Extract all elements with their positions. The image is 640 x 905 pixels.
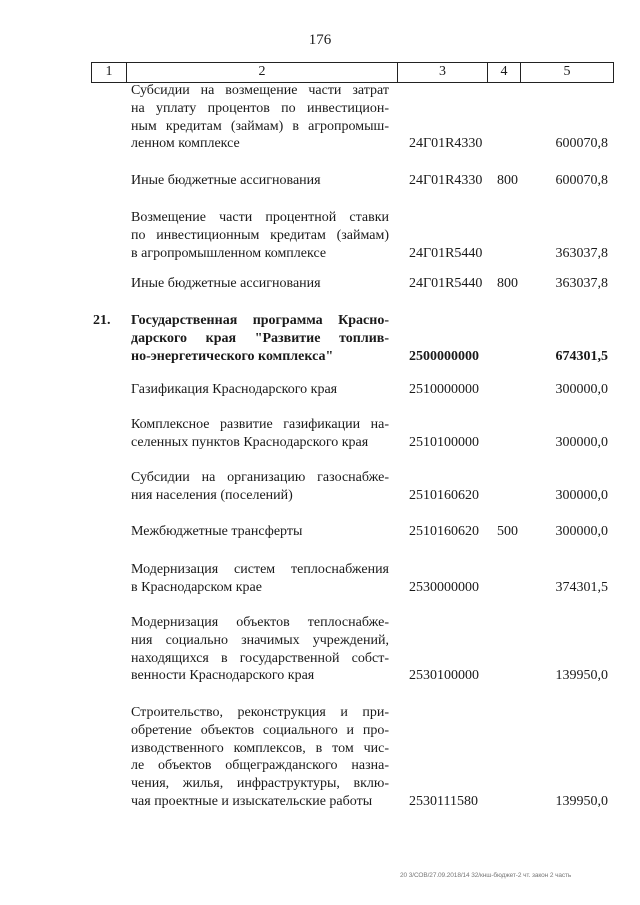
column-header-5: 5 [521,63,614,82]
row-code: 24Г01R5440 [409,276,483,291]
row-name [131,381,389,399]
row-code: 2530000000 [409,579,479,595]
row-name [131,275,389,293]
row-code: 24Г01R5440 [409,245,483,261]
row-code: 2530111580 [409,794,478,809]
row-name-line: ния социально значимых учреждений, [131,632,389,648]
row-name-line: Иные бюджетные ассигнования [131,173,321,188]
row-name-line: селенных пунктов Краснодарского края [131,434,369,450]
row-name-line: на уплату процентов по инвестицион- [131,100,389,116]
row-code: 2530100000 [409,668,479,684]
row-expense-type: 800 [497,173,518,188]
column-header-3: 3 [398,63,488,82]
row-code: 2510000000 [409,382,479,397]
row-name-line: Комплексное развитие газификации на- [131,417,389,432]
row-amount: 300000,0 [555,382,608,397]
row-name [131,469,389,505]
row-amount: 363037,8 [555,276,608,291]
row-name-line: ния населения (поселений) [131,487,293,503]
row-number: 21. [93,313,111,328]
row-amount: 139950,0 [555,794,608,809]
row-expense-type: 800 [497,276,518,291]
row-code: 24Г01R4330 [409,136,483,152]
row-code: 2510160620 [409,487,479,503]
row-name-line: Модернизация объектов теплоснабже- [131,615,389,630]
row-name-line: чая проектные и изыскательские работы [131,793,373,809]
table-header [91,62,614,83]
row-amount: 363037,8 [555,245,608,261]
document-footer: 20 3/СОВ/27.09.2018/14 32/кнш-бюджет-2 чт. закон 2 часть [400,872,572,879]
row-amount: 674301,5 [555,348,608,364]
row-name-line: венности Краснодарского края [131,668,315,684]
row-name-line: ленном комплексе [131,136,240,152]
row-name-line: Модернизация систем теплоснабжения [131,562,389,577]
row-expense-type: 500 [497,524,518,539]
row-code: 2510100000 [409,434,479,450]
row-name-line: Субсидии на организацию газоснабже- [131,470,389,485]
column-header-2: 2 [127,63,398,82]
row-name-line: дарского края "Развитие топлив- [131,330,389,346]
row-name [131,523,389,541]
row-amount: 300000,0 [555,434,608,450]
row-amount: 300000,0 [555,524,608,539]
row-name-line: Иные бюджетные ассигнования [131,276,321,291]
row-name-line: Возмещение части процентной ставки [131,210,389,225]
row-code: 24Г01R4330 [409,173,483,188]
row-name [131,312,389,365]
row-code: 2500000000 [409,348,479,364]
row-name-line: Государственная программа Красно- [131,313,389,328]
row-name-line: ле объектов общегражданского назна- [131,758,389,774]
row-amount: 139950,0 [555,668,608,684]
row-name-line: чения, жилья, инфраструктуры, вклю- [131,776,389,792]
row-name [131,561,389,597]
column-header-4: 4 [488,63,521,82]
row-amount: 600070,8 [555,136,608,152]
row-name-line: Субсидии на возмещение части затрат [131,83,389,98]
row-name-line: в Краснодарском крае [131,579,262,595]
row-name [131,614,389,685]
row-name-line: по инвестиционным кредитам (займам) [131,227,389,243]
row-code: 2510160620 [409,524,479,539]
row-amount: 300000,0 [555,487,608,503]
row-name-line: Межбюджетные трансферты [131,524,303,539]
page-number: 176 [308,32,332,48]
row-name [131,82,389,153]
row-name-line: Строительство, реконструкция и при- [131,705,389,720]
row-amount: 600070,8 [555,173,608,188]
row-name-line: но-энергетического комплекса" [131,348,334,364]
row-name-line: в агропромышленном комплексе [131,245,327,261]
row-name-line: Газификация Краснодарского края [131,382,338,397]
column-header-1: 1 [92,63,127,82]
row-name-line: ным кредитам (займам) в агропромыш- [131,118,389,134]
row-name [131,209,389,262]
row-name [131,704,389,811]
row-name-line: обретение объектов социального и про- [131,722,389,738]
row-name [131,172,389,190]
row-name-line: находящихся в государственной собст- [131,650,389,666]
row-name [131,416,389,452]
row-amount: 374301,5 [555,579,608,595]
row-name-line: изводственного комплексов, в том чис- [131,740,389,756]
